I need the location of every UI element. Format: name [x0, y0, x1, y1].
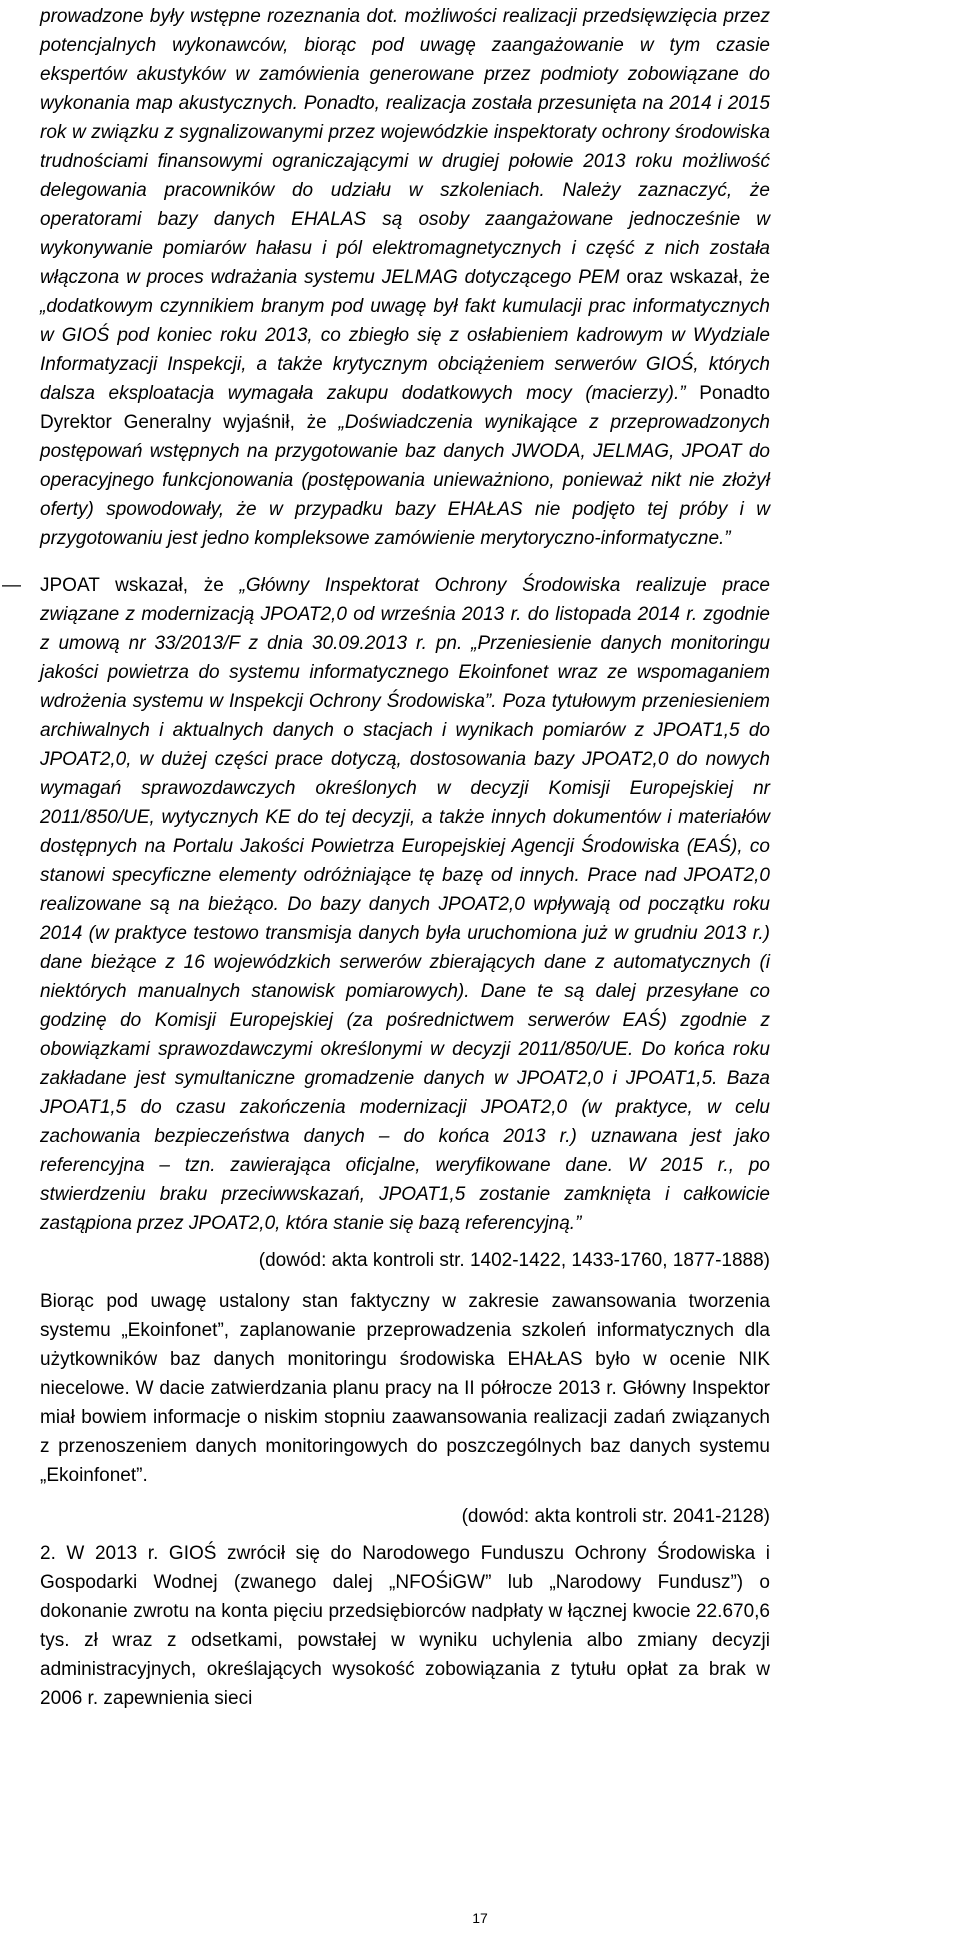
paragraph-3: Biorąc pod uwagę ustalony stan faktyczny w zakresie zawansowania tworzenia systemu „Ekoinfonet”, zaplanowanie przeprowadzenia szkoleń informatycznych dla użytkowników baz danych monitoringu środowiska EHAŁAS było w ocenie NIK niecelowe. W dacie zatwierdzania planu pracy na II półrocze 2013 r. Główny Inspektor miał bowiem informacje o niskim stopniu zaawansowania realizacji zadań związanych z przenoszeniem danych monitoringowych do poszczególnych baz danych systemu „Ekoinfonet”. — [40, 1291, 770, 1486]
paragraph-1 — [40, 2, 770, 553]
evidence-citation-2: (dowód: akta kontroli str. 2041-2128) — [461, 1506, 770, 1527]
paragraph-1-part-b: oraz wskazał, że — [619, 267, 770, 288]
list-item-jpoat-lead: JPOAT wskazał, że — [40, 575, 240, 596]
list-item-jpoat-quote: „Główny Inspektorat Ochrony Środowiska realizuje prace związane z modernizacją JPOAT2,0 od września 2013 r. do listopada 2014 r. zgodnie z umową nr 33/2013/F z dnia 30.09.2013 r. pn. „Przeniesienie danych monitoringu jakości powietrza do systemu informatycznego Ekoinfonet wraz ze wspomaganiem wdrożenia systemu w Inspekcji Ochrony Środowiska”. Poza tytułowym przeniesieniem archiwalnych i aktualnych danych o stacjach i wynikach pomiarów z JPOAT1,5 do JPOAT2,0, w dużej części prace dotyczą, dostosowania bazy JPOAT2,0 do nowych wymagań sprawozdawczych określonych w decyzji Komisji Europejskiej nr 2011/850/UE, wytycznych KE do tej decyzji, a także innych dokumentów i materiałów dostępnych na Portalu Jakości Powietrza Europejskiej Agencji Środowiska (EAŚ), co stanowi specyficzne elementy odróżniające tę bazę od innych. Prace nad JPOAT2,0 realizowane są na bieżąco. Do bazy danych JPOAT2,0 wpływają od początku roku 2014 (w praktyce testowo transmisja danych była uruchomiona już w grudniu 2013 r.) dane bieżące z 16 wojewódzkich serwerów zbierających dane z automatycznych (i niektórych manualnych stanowisk pomiarowych). Dane te są dalej przesyłane co godzinę do Komisji Europejskiej (za pośrednictwem serwerów EAŚ) zgodnie z obowiązkami sprawozdawczymi określonymi w decyzji 2011/850/UE. Do końca roku zakładane jest symultaniczne gromadzenie danych w JPOAT2,0 i JPOAT1,5. Baza JPOAT1,5 do czasu zakończenia modernizacji JPOAT2,0 (w praktyce, w celu zachowania bezpieczeństwa danych – do końca 2013 r.) uznawana jest jako referencyjna – tzn. zawierająca oficjalne, weryfikowane dane. W 2015 r., po stwierdzeniu braku przeciwwskazań, JPOAT1,5 zostanie zamknięta i całkowicie zastąpiona przez JPOAT2,0, która stanie się bazą referencyjną.” — [40, 575, 770, 1234]
list-dash: — — [2, 575, 21, 596]
paragraph-1-part-a: prowadzone były wstępne rozeznania dot. możliwości realizacji przedsięwzięcia przez potencjalnych wykonawców, biorąc pod uwagę zaangażowanie w tym czasie ekspertów akustyków w zamówienia generowane przez podmioty zobowiązane do wykonania map akustycznych. Ponadto, realizacja została przesunięta na 2014 i 2015 rok w związku z sygnalizowanymi przez wojewódzkie inspektoraty ochrony środowiska trudnościami finansowymi ograniczającymi w drugiej połowie 2013 roku możliwość delegowania pracowników do udziału w szkoleniach. Należy zaznaczyć, że operatorami bazy danych EHALAS są osoby zaangażowane jednocześnie w wykonywanie pomiarów hałasu i pól elektromagnetycznych i część z nich została włączona w proces wdrażania systemu JELMAG dotyczącego PEM — [40, 6, 770, 288]
page-number: 17 — [472, 1910, 488, 1926]
paragraph-1-part-d: Ponadto Dyrektor Generalny wyjaśnił, że — [40, 383, 770, 433]
paragraph-1-quote-1: „dodatkowym czynnikiem branym pod uwagę był fakt kumulacji prac informatycznych w GIOŚ pod koniec roku 2013, co zbiegło się z osłabieniem kadrowym w Wydziale Informatyzacji Inspekcji, a także krytycznym obciążeniem serwerów GIOŚ, których dalsza eksploatacja wymagała zakupu dodatkowych mocy (macierzy).” — [40, 296, 770, 404]
paragraph-4: 2. W 2013 r. GIOŚ zwrócił się do Narodowego Funduszu Ochrony Środowiska i Gospodarki Wodnej (zwanego dalej „NFOŚiGW” lub „Narodowy Fundusz”) o dokonanie zwrotu na konta pięciu przedsiębiorców nadpłaty w łącznej kwocie 22.670,6 tys. zł wraz z odsetkami, powstałej w wyniku uchylenia albo zmiany decyzji administracyjnych, określających wysokość zobowiązania z tytułu opłat za brak w 2006 r. zapewnienia sieci — [40, 1543, 770, 1709]
list-item-jpoat — [2, 571, 770, 1238]
paragraph-1-quote-2: „Doświadczenia wynikające z przeprowadzonych postępowań wstępnych na przygotowanie baz danych JWODA, JELMAG, JPOAT do operacyjnego funkcjonowania (postępowania unieważniono, ponieważ nikt nie złożył oferty) spowodowały, że w przypadku bazy EHAŁAS nie podjęto tej próby i w przygotowaniu jest jedno kompleksowe zamówienie merytoryczno-informatyczne.” — [40, 412, 770, 549]
evidence-citation-1: (dowód: akta kontroli str. 1402-1422, 1433-1760, 1877-1888) — [258, 1250, 770, 1271]
